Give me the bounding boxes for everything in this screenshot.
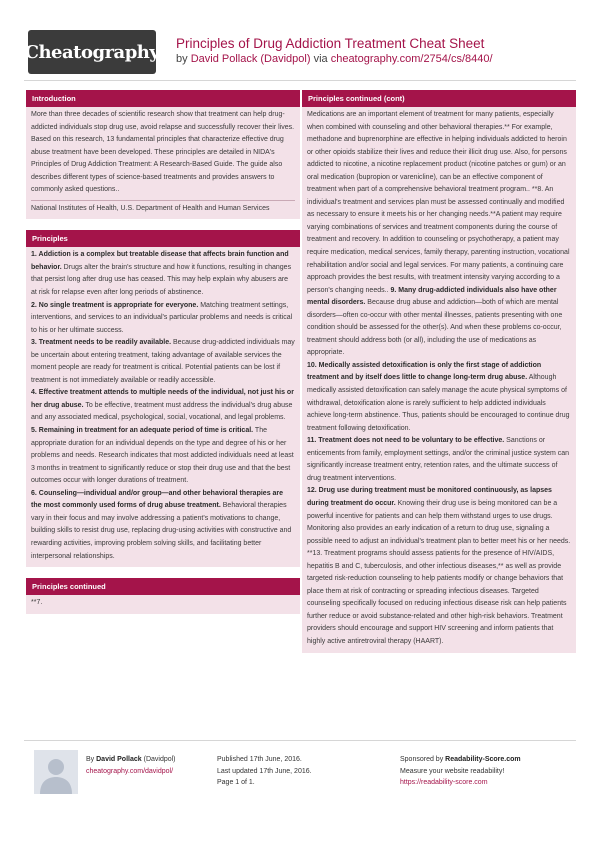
principle-item: 1. Addiction is a complex but treatable disease that affects brain function and behavior. Drugs alter the brain's structure and how it functions, resulting in changes that persist long after drug use has ceased. This may help explain why abusers are at risk for relapse even after long periods of abstinence. [31, 251, 292, 297]
author-link[interactable]: David Pollack (Davidpol) [190, 53, 311, 65]
via-label: via [313, 53, 328, 65]
principle-item: 2. No single treatment is appropriate for everyone. Matching treatment settings, interventions, and services to an individual's particular problems and needs is critical to his or her ultimate success. [31, 301, 293, 334]
principle-item: 11. Treatment does not need to be voluntary to be effective. Sanctions or enticements from family, employment settings, and/or the criminal justice system can significantly increase treatment entry, retention rates, and the ultimate success of drug treatment interventions. [307, 437, 570, 482]
avatar-placeholder-icon [34, 750, 78, 794]
author-profile-link[interactable]: cheatography.com/davidpol/ [86, 767, 174, 775]
principles-continued-section [26, 578, 300, 614]
logo-text: Cheatography [24, 41, 160, 63]
section-heading: Introduction [26, 90, 300, 107]
page-footer [0, 740, 600, 849]
intro-source: National Institutes of Health, U.S. Department of Health and Human Services [31, 204, 270, 212]
page-title: Principles of Drug Addiction Treatment Cheat Sheet [176, 36, 485, 51]
introduction-section [26, 90, 300, 219]
section-heading: Principles continued [26, 578, 300, 595]
principle-item: 10. Medically assisted detoxification is only the first stage of addiction treatment and by itself does little to change long-term drug abuse. Although medically assisted detoxification can safely manage the acute physical symptoms of withdrawal, detoxification alone is rarely sufficient to help addicted individuals achieve long-term abstinence. Thus, patients should be encouraged to continue drug treatment following detoxification. [307, 361, 570, 432]
principles-section [26, 230, 300, 567]
section-body [26, 107, 300, 219]
sheet-url-link[interactable]: cheatography.com/2754/cs/8440/ [330, 53, 493, 65]
sponsor-name[interactable]: Readability-Score.com [445, 756, 521, 763]
header-divider [24, 80, 576, 81]
principle-item: 6. Counseling—individual and/or group—and other behavioral therapies are the most commonly used forms of drug abuse treatment. Behavioral therapies vary in their focus and may involve addressing a patient's motivations to change, building skills to resist drug use, replacing drug-using activities with constructive and rewarding activities, improving problem solving skills, and facilitating better interpersonal relationships. [31, 489, 292, 560]
intro-text: More than three decades of scientific research show that treatment can help drug-addicted individuals stop drug use, avoid relapse and successfully recover their lives. Based on this research, 13 fundamental principles that characterize effective drug abuse treatment have been developed. These principles are detailed in NIDA's Principles of Drug Addiction Treatment: A Research-Based Guide. The guide also describes different types of science-based treatments and provides answers to commonly asked questions.. [31, 111, 295, 194]
section-heading: Principles [26, 230, 300, 247]
footer-divider [24, 740, 576, 741]
cheatography-logo[interactable] [24, 30, 160, 74]
footer-publish-info: Published 17th June, 2016. Last updated 17th June, 2016. Page 1 of 1. [217, 756, 312, 786]
left-column [26, 90, 300, 614]
section-body [26, 247, 300, 567]
right-column [302, 90, 576, 653]
page-header [0, 0, 600, 92]
principle-item: 5. Remaining in treatment for an adequate period of time is critical. The appropriate duration for an individual depends on the type and degree of his or her problems and needs. Research indicates that most addicted individuals need at least 3 months in treatment to significantly reduce or stop their drug use and that the best outcomes occur with longer durations of treatment. [31, 427, 294, 485]
principle-item: 12. Drug use during treatment must be monitored continuously, as lapses during treatment do occur. Knowing their drug use is being monitored can be a powerful incentive for patients and can help them withstand urges to use drugs. Monitoring also provides an early indication of a return to drug use, signaling a possible need to adjust an individual's treatment plan to better meet his or her needs. [307, 487, 571, 545]
footer-sponsor: Sponsored by Readability-Score.com Measure your website readability! https://readability-score.com [400, 756, 521, 786]
principle-item: **13. Treatment programs should assess patients for the presence of HIV/AIDS, hepatitis B and C, tuberculosis, and other infectious diseases,** as well as provide targeted risk-reduction counseling to help patients modify or change behaviors that place them at risk of contracting or spreading infectious diseases. Targeted counseling specifically focused on reducing infectious disease risk can help patients further reduce or avoid substance-related and other high-risk behaviors. Treatment providers should encourage and support HIV screening and inform patients that highly active antiretroviral therapy (HAART). [307, 550, 567, 645]
principle-item: 3. Treatment needs to be readily available. Because drug-addicted individuals may be uncertain about entering treatment, taking advantage of available services the moment people are ready for treatment is critical. Potential patients can be lost if treatment is not immediately available or readily accessible. [31, 339, 295, 384]
footer-author: By David Pollack (Davidpol) cheatography.com/davidpol/ [86, 756, 176, 775]
continued-text: **7. [31, 599, 43, 607]
author-avatar[interactable] [34, 750, 78, 794]
section-body [26, 595, 300, 614]
byline [176, 53, 493, 65]
section-body [302, 107, 576, 653]
sponsor-link[interactable]: https://readability-score.com [400, 779, 488, 786]
principle-item: 4. Effective treatment attends to multiple needs of the individual, not just his or her drug abuse. To be effective, treatment must address the individual's drug abuse and any associated medical, psychological, social, vocational, and legal problems. [31, 389, 294, 422]
row-divider [31, 200, 295, 201]
by-label: by [176, 53, 188, 65]
principles-cont-section [302, 90, 576, 653]
principle-item: Medications are an important element of treatment for many patients, especially when combined with counseling and other behavioral therapies.** For example, methadone and buprenorphine are effective in helping individuals addicted to heroin or other opioids stabilize their lives and reduce their illicit drug use. Also, for persons addicted to nicotine, a nicotine replacement product (nicotine patches or gum) or an oral medication (bupropion or varenicline), can be an effective component of treatment when part of a comprehensive behavioral treatment program.. **8. An individual's treatment and services plan must be assessed continually and modified as necessary to ensure it meets his or her changing needs.**A patient may require varying combinations of services and treatment components during the course of treatment and recovery. In addition to counseling or psychotherapy, a patient may require medication, medical services, family therapy, parenting instruction, vocational rehabilitation and/or social and legal services. For many patients, a continuing care approach provides the best results, with treatment intensity varying according to a person's changing needs.. 9. Many drug-addicted individuals also have other mental disorders. Because drug abuse and addiction—both of which are mental disorders—often co-occur with other mental illnesses, patients presenting with one condition should be assessed for the other(s). And when these problems co-occur, treatment should address both (or all), including the use of medications as appropriate. [307, 111, 570, 357]
section-heading: Principles continued (cont) [302, 90, 576, 107]
